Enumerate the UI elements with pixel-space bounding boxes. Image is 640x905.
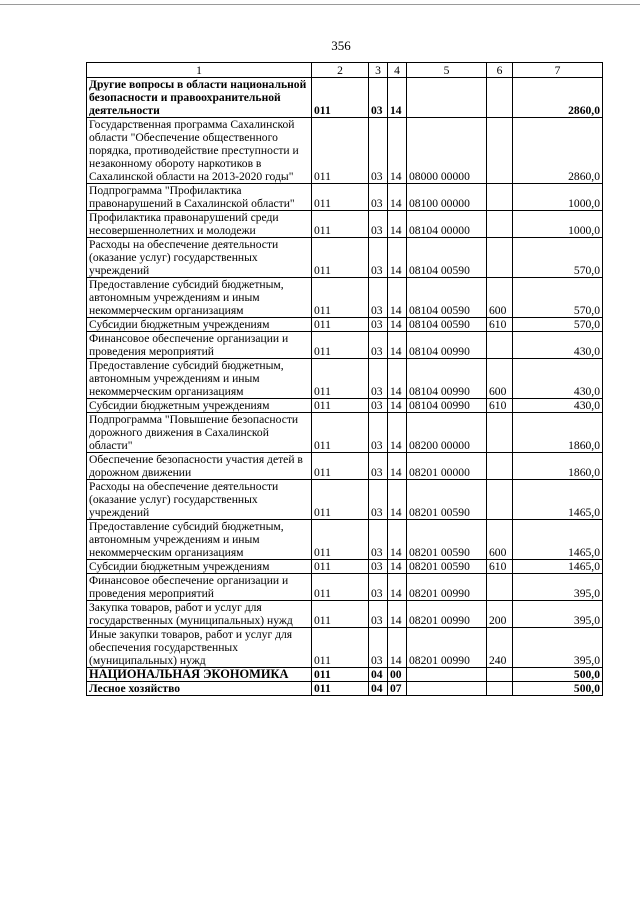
ministry-code-cell: 011: [312, 560, 369, 574]
amount-cell: 1000,0: [513, 211, 603, 238]
expense-type-cell: 610: [487, 318, 513, 332]
ministry-code-cell: 011: [312, 574, 369, 601]
table-row: [87, 480, 603, 520]
row-name-cell: Иные закупки товаров, работ и услуг для обеспечения государственных (муниципальных) нужд: [87, 628, 312, 668]
amount-cell: 430,0: [513, 332, 603, 359]
table-row: [87, 238, 603, 278]
subsection-code-cell: 14: [388, 399, 407, 413]
amount-cell: 1860,0: [513, 453, 603, 480]
ministry-code-cell: 011: [312, 211, 369, 238]
amount-cell: 2860,0: [513, 78, 603, 118]
amount-cell: 2860,0: [513, 118, 603, 184]
target-article-cell: 08104 00590: [407, 318, 487, 332]
row-name-cell: Лесное хозяйство: [87, 682, 312, 696]
section-code-cell: 03: [369, 238, 388, 278]
subsection-code-cell: 14: [388, 359, 407, 399]
table-row: [87, 601, 603, 628]
target-article-cell: 08201 00590: [407, 480, 487, 520]
target-article-cell: 08104 00590: [407, 238, 487, 278]
header-cell-4: 4: [388, 63, 407, 78]
subsection-code-cell: 07: [388, 682, 407, 696]
subsection-code-cell: 14: [388, 332, 407, 359]
subsection-code-cell: 14: [388, 318, 407, 332]
row-name-cell: Профилактика правонарушений среди несовершеннолетних и молодежи: [87, 211, 312, 238]
section-code-cell: 03: [369, 332, 388, 359]
amount-cell: 570,0: [513, 318, 603, 332]
ministry-code-cell: 011: [312, 184, 369, 211]
table-row: [87, 628, 603, 668]
target-article-cell: 08201 00590: [407, 560, 487, 574]
subsection-code-cell: 14: [388, 413, 407, 453]
subsection-code-cell: 14: [388, 118, 407, 184]
table-row: [87, 668, 603, 682]
section-code-cell: 03: [369, 184, 388, 211]
amount-cell: 430,0: [513, 359, 603, 399]
section-code-cell: 03: [369, 413, 388, 453]
table-row: [87, 520, 603, 560]
ministry-code-cell: 011: [312, 413, 369, 453]
amount-cell: 1000,0: [513, 184, 603, 211]
section-code-cell: 03: [369, 118, 388, 184]
subsection-code-cell: 14: [388, 560, 407, 574]
table-row: [87, 359, 603, 399]
target-article-cell: 08200 00000: [407, 413, 487, 453]
section-code-cell: 04: [369, 682, 388, 696]
section-code-cell: 03: [369, 399, 388, 413]
row-name-cell: Расходы на обеспечение деятельности (оказание услуг) государственных учреждений: [87, 480, 312, 520]
expense-type-cell: [487, 238, 513, 278]
section-code-cell: 03: [369, 628, 388, 668]
expense-type-cell: [487, 668, 513, 682]
section-code-cell: 03: [369, 480, 388, 520]
target-article-cell: 08104 00990: [407, 332, 487, 359]
target-article-cell: [407, 682, 487, 696]
row-name-cell: Финансовое обеспечение организации и проведения мероприятий: [87, 332, 312, 359]
target-article-cell: 08104 00990: [407, 399, 487, 413]
table-row: [87, 118, 603, 184]
top-rule: [0, 4, 640, 5]
target-article-cell: [407, 78, 487, 118]
amount-cell: 570,0: [513, 238, 603, 278]
section-code-cell: 04: [369, 668, 388, 682]
header-cell-6: 6: [487, 63, 513, 78]
expense-type-cell: 600: [487, 278, 513, 318]
row-name-cell: Подпрограмма "Профилактика правонарушений в Сахалинской области": [87, 184, 312, 211]
ministry-code-cell: 011: [312, 682, 369, 696]
row-name-cell: Предоставление субсидий бюджетным, автономным учреждениям и иным некоммерческим организациям: [87, 520, 312, 560]
row-name-cell: Государственная программа Сахалинской области "Обеспечение общественного порядка, противодействие преступности и незаконному обороту наркотиков в Сахалинской области на 2013-2020 годы": [87, 118, 312, 184]
ministry-code-cell: 011: [312, 318, 369, 332]
table-row: [87, 211, 603, 238]
target-article-cell: 08201 00590: [407, 520, 487, 560]
expense-type-cell: [487, 211, 513, 238]
subsection-code-cell: 14: [388, 601, 407, 628]
ministry-code-cell: 011: [312, 399, 369, 413]
subsection-code-cell: 14: [388, 278, 407, 318]
target-article-cell: 08104 00000: [407, 211, 487, 238]
section-code-cell: 03: [369, 453, 388, 480]
table-row: [87, 453, 603, 480]
expense-type-cell: 610: [487, 560, 513, 574]
expense-type-cell: [487, 118, 513, 184]
subsection-code-cell: 00: [388, 668, 407, 682]
row-name-cell: Закупка товаров, работ и услуг для государственных (муниципальных) нужд: [87, 601, 312, 628]
subsection-code-cell: 14: [388, 211, 407, 238]
table-row: [87, 413, 603, 453]
section-code-cell: 03: [369, 601, 388, 628]
table-row: [87, 682, 603, 696]
row-name-cell: Финансовое обеспечение организации и проведения мероприятий: [87, 574, 312, 601]
expense-type-cell: [487, 574, 513, 601]
header-cell-7: 7: [513, 63, 603, 78]
expense-type-cell: 600: [487, 520, 513, 560]
ministry-code-cell: 011: [312, 628, 369, 668]
ministry-code-cell: 011: [312, 359, 369, 399]
subsection-code-cell: 14: [388, 238, 407, 278]
target-article-cell: 08201 00990: [407, 574, 487, 601]
page-number: 356: [331, 38, 351, 53]
table-row: [87, 278, 603, 318]
expense-type-cell: [487, 453, 513, 480]
expense-type-cell: [487, 682, 513, 696]
section-code-cell: 03: [369, 211, 388, 238]
table-row: [87, 332, 603, 359]
row-name-cell: Предоставление субсидий бюджетным, автономным учреждениям и иным некоммерческим организациям: [87, 278, 312, 318]
amount-cell: 1465,0: [513, 480, 603, 520]
header-cell-2: 2: [312, 63, 369, 78]
amount-cell: 395,0: [513, 628, 603, 668]
amount-cell: 500,0: [513, 668, 603, 682]
expense-type-cell: 200: [487, 601, 513, 628]
expense-type-cell: [487, 413, 513, 453]
section-code-cell: 03: [369, 318, 388, 332]
row-name-cell: Другие вопросы в области национальной безопасности и правоохранительной деятельности: [87, 78, 312, 118]
section-code-cell: 03: [369, 520, 388, 560]
row-name-cell: Субсидии бюджетным учреждениям: [87, 560, 312, 574]
subsection-code-cell: 14: [388, 520, 407, 560]
target-article-cell: 08104 00590: [407, 278, 487, 318]
ministry-code-cell: 011: [312, 668, 369, 682]
header-cell-1: 1: [87, 63, 312, 78]
row-name-cell: Подпрограмма "Повышение безопасности дорожного движения в Сахалинской области": [87, 413, 312, 453]
section-code-cell: 03: [369, 278, 388, 318]
amount-cell: 570,0: [513, 278, 603, 318]
amount-cell: 395,0: [513, 574, 603, 601]
section-code-cell: 03: [369, 78, 388, 118]
row-name-cell: Субсидии бюджетным учреждениям: [87, 399, 312, 413]
table-row: [87, 184, 603, 211]
header-row: [87, 63, 603, 78]
expense-type-cell: [487, 78, 513, 118]
amount-cell: 500,0: [513, 682, 603, 696]
expense-type-cell: [487, 332, 513, 359]
row-name-cell: Расходы на обеспечение деятельности (оказание услуг) государственных учреждений: [87, 238, 312, 278]
expense-type-cell: 600: [487, 359, 513, 399]
section-code-cell: 03: [369, 560, 388, 574]
subsection-code-cell: 14: [388, 628, 407, 668]
amount-cell: 395,0: [513, 601, 603, 628]
expense-type-cell: [487, 480, 513, 520]
table-row: [87, 399, 603, 413]
amount-cell: 1465,0: [513, 520, 603, 560]
subsection-code-cell: 14: [388, 453, 407, 480]
subsection-code-cell: 14: [388, 184, 407, 211]
section-code-cell: 03: [369, 574, 388, 601]
expense-type-cell: [487, 184, 513, 211]
row-name-cell: Обеспечение безопасности участия детей в дорожном движении: [87, 453, 312, 480]
ministry-code-cell: 011: [312, 453, 369, 480]
target-article-cell: 08104 00990: [407, 359, 487, 399]
amount-cell: 1860,0: [513, 413, 603, 453]
row-name-cell: Предоставление субсидий бюджетным, автономным учреждениям и иным некоммерческим организациям: [87, 359, 312, 399]
ministry-code-cell: 011: [312, 332, 369, 359]
ministry-code-cell: 011: [312, 118, 369, 184]
target-article-cell: 08000 00000: [407, 118, 487, 184]
subsection-code-cell: 14: [388, 480, 407, 520]
ministry-code-cell: 011: [312, 278, 369, 318]
table-body: [87, 78, 603, 696]
subsection-code-cell: 14: [388, 574, 407, 601]
table-row: [87, 574, 603, 601]
row-name-cell: НАЦИОНАЛЬНАЯ ЭКОНОМИКА: [87, 668, 312, 682]
ministry-code-cell: 011: [312, 78, 369, 118]
header-cell-5: 5: [407, 63, 487, 78]
ministry-code-cell: 011: [312, 480, 369, 520]
amount-cell: 430,0: [513, 399, 603, 413]
ministry-code-cell: 011: [312, 520, 369, 560]
table-row: [87, 78, 603, 118]
amount-cell: 1465,0: [513, 560, 603, 574]
expense-type-cell: 240: [487, 628, 513, 668]
header-cell-3: 3: [369, 63, 388, 78]
subsection-code-cell: 14: [388, 78, 407, 118]
section-code-cell: 03: [369, 359, 388, 399]
target-article-cell: [407, 668, 487, 682]
table-row: [87, 318, 603, 332]
target-article-cell: 08100 00000: [407, 184, 487, 211]
ministry-code-cell: 011: [312, 238, 369, 278]
budget-table: [86, 62, 603, 696]
target-article-cell: 08201 00990: [407, 628, 487, 668]
ministry-code-cell: 011: [312, 601, 369, 628]
table-row: [87, 560, 603, 574]
expense-type-cell: 610: [487, 399, 513, 413]
target-article-cell: 08201 00990: [407, 601, 487, 628]
target-article-cell: 08201 00000: [407, 453, 487, 480]
row-name-cell: Субсидии бюджетным учреждениям: [87, 318, 312, 332]
